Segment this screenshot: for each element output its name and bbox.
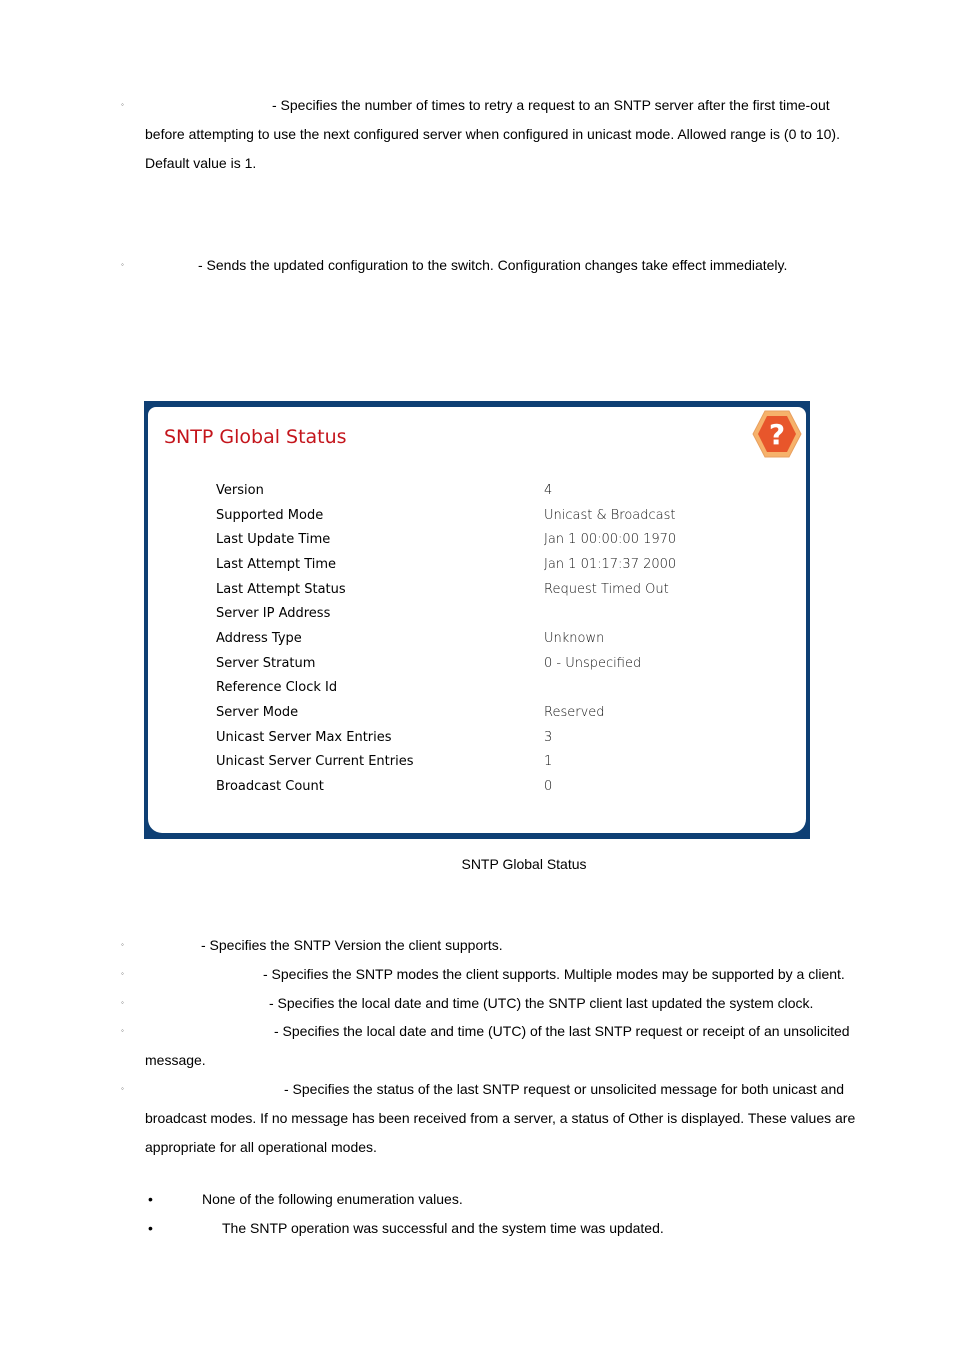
status-value-item: None of the following enumeration values.: [202, 1191, 463, 1207]
status-value: 1: [544, 754, 553, 769]
status-label: Supported Mode: [216, 508, 324, 523]
list-marker: ◦: [121, 969, 124, 978]
status-label: Address Type: [216, 631, 302, 646]
list-marker: ◦: [121, 1026, 124, 1035]
bullet-dot: •: [148, 1191, 153, 1207]
bullet-dot: •: [148, 1220, 153, 1236]
last-update-time-description: - Specifies the local date and time (UTC) the SNTP client last updated the system clock.: [269, 995, 814, 1011]
status-value: Unicast & Broadcast: [544, 508, 676, 523]
list-marker: ◦: [121, 940, 124, 949]
status-label: Last Update Time: [216, 532, 331, 547]
status-label: Server Mode: [216, 705, 299, 720]
status-value: Jan 1 00:00:00 1970: [544, 532, 677, 547]
sntp-global-status-panel: [144, 401, 810, 839]
status-value: Unknown: [544, 631, 605, 646]
retries-description-line-2: before attempting to use the next configured server when configured in unicast mode. Allowed range is (0 to 10).: [145, 126, 840, 142]
status-label: Broadcast Count: [216, 779, 324, 794]
submit-description: - Sends the updated configuration to the switch. Configuration changes take effect immediately.: [198, 257, 788, 273]
svg-text:?: ?: [768, 418, 786, 451]
last-attempt-time-description-line-1: - Specifies the local date and time (UTC) of the last SNTP request or receipt of an unsolicited: [274, 1023, 850, 1039]
figure-caption: SNTP Global Status: [461, 856, 587, 872]
status-label: Server Stratum: [216, 656, 316, 671]
status-label: Unicast Server Current Entries: [216, 754, 414, 769]
retries-description-line-1: - Specifies the number of times to retry a request to an SNTP server after the first time-out: [272, 97, 830, 113]
status-value-item: The SNTP operation was successful and the system time was updated.: [222, 1220, 664, 1236]
status-value: Jan 1 01:17:37 2000: [544, 557, 677, 572]
last-attempt-time-description-line-2: message.: [145, 1052, 206, 1068]
list-marker: ◦: [121, 1084, 124, 1093]
status-value: 3: [544, 730, 553, 745]
status-value: 4: [544, 483, 553, 498]
panel-body: [148, 407, 806, 833]
version-description: - Specifies the SNTP Version the client supports.: [201, 937, 503, 953]
status-label: Reference Clock Id: [216, 680, 338, 695]
list-marker: ◦: [121, 998, 124, 1007]
status-label: Version: [216, 483, 264, 498]
status-label: Last Attempt Status: [216, 582, 346, 597]
list-marker: ◦: [121, 100, 124, 109]
last-attempt-status-description-line-2: broadcast modes. If no message has been received from a server, a status of Other is displayed. These values are: [145, 1110, 856, 1126]
last-attempt-status-description-line-1: - Specifies the status of the last SNTP request or unsolicited message for both unicast and: [284, 1081, 845, 1097]
status-value: 0 - Unspecified: [544, 656, 642, 671]
status-value: 0: [544, 779, 553, 794]
status-label: Server IP Address: [216, 606, 331, 621]
status-value: Reserved: [544, 705, 605, 720]
last-attempt-status-description-line-3: appropriate for all operational modes.: [145, 1139, 377, 1155]
question-mark-hexagon-icon[interactable]: [750, 409, 804, 459]
panel-title: SNTP Global Status: [164, 426, 347, 448]
status-value: Request Timed Out: [544, 582, 669, 597]
status-label: Last Attempt Time: [216, 557, 337, 572]
retries-description-line-3: Default value is 1.: [145, 155, 257, 171]
status-label: Unicast Server Max Entries: [216, 730, 392, 745]
supported-mode-description: - Specifies the SNTP modes the client supports. Multiple modes may be supported by a client.: [263, 966, 845, 982]
list-marker: ◦: [121, 260, 124, 269]
